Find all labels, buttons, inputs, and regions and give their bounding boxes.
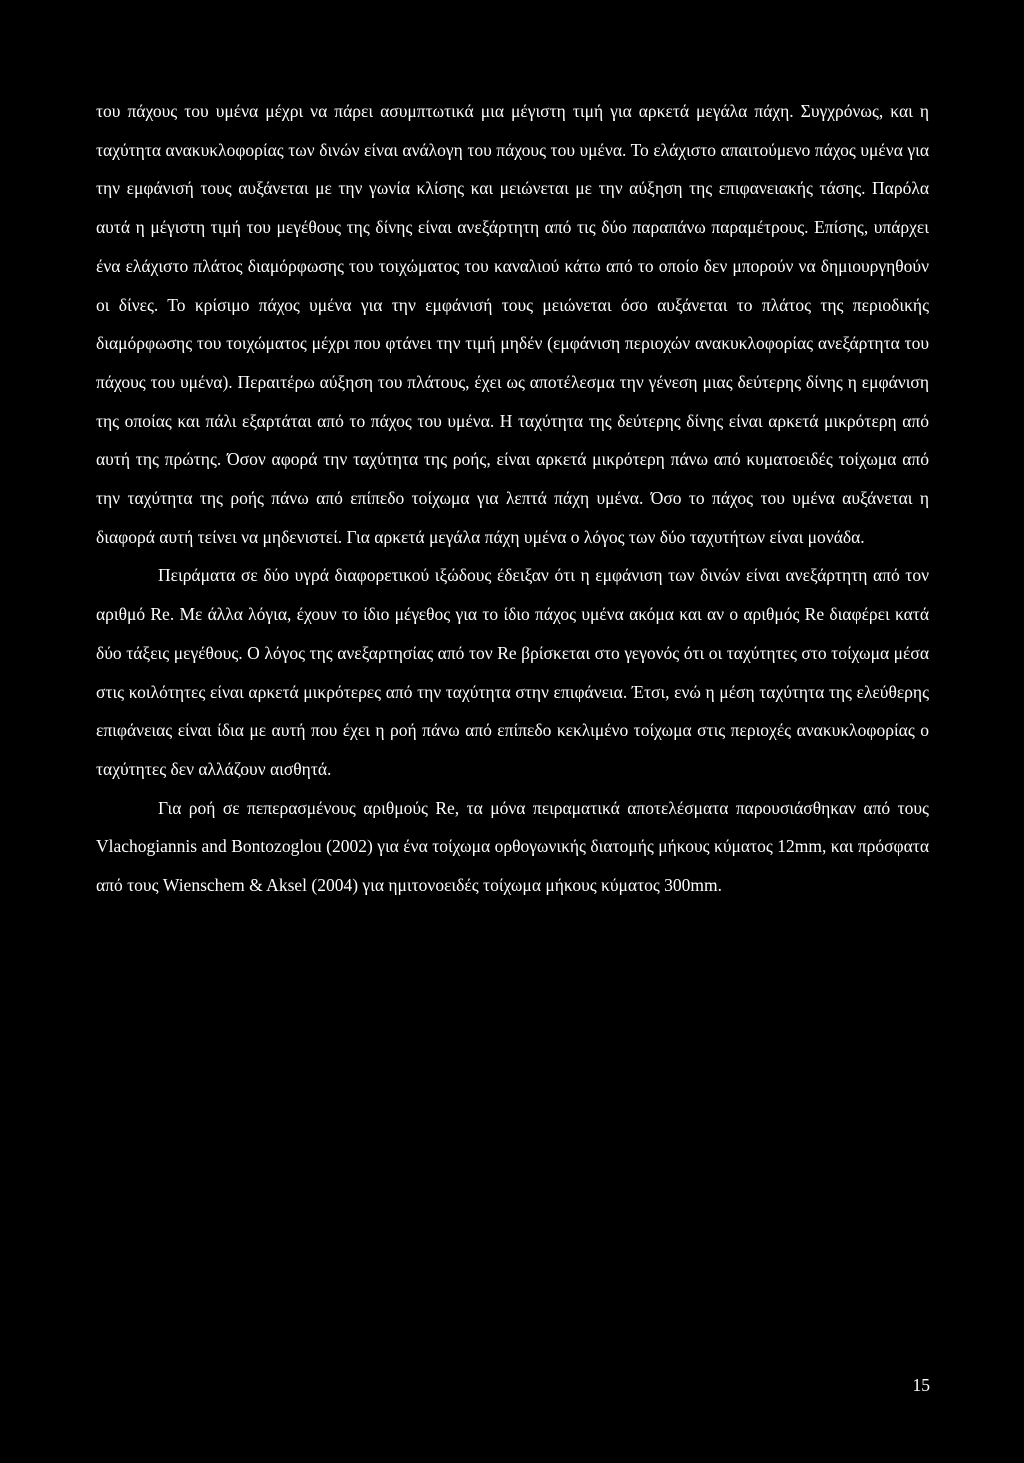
paragraph-1: του πάχους του υμένα μέχρι να πάρει ασυμπτωτικά μια μέγιστη τιμή για αρκετά μεγάλα πάχη. Συγχρόνως, και η ταχύτητα ανακυκλοφορίας των δινών είναι ανάλογη του πάχους του υμένα. Το ελάχιστο απαιτούμενο πάχος υμένα για την εμφάνισή τους αυξάνεται με την γωνία κλίσης και μειώνεται με την αύξηση της επιφανειακής τάσης. Παρόλα αυτά η μέγιστη τιμή του μεγέθους της δίνης είναι ανεξάρτητη από τις δύο παραπάνω παραμέτρους. Επίσης, υπάρχει ένα ελάχιστο πλάτος διαμόρφωσης του τοιχώματος του καναλιού κάτω από το οποίο δεν μπορούν να δημιουργηθούν οι δίνες. Το κρίσιμο πάχος υμένα για την εμφάνισή τους μειώνεται όσο αυξάνεται το πλάτος της περιοδικής διαμόρφωσης του τοιχώματος μέχρι που φτάνει την τιμή μηδέν (εμφάνιση περιοχών ανακυκλοφορίας ανεξάρτητα του πάχους του υμένα). Περαιτέρω αύξηση του πλάτους, έχει ως αποτέλεσμα την γένεση μιας δεύτερης δίνης η εμφάνιση της οποίας και πάλι εξαρτάται από το πάχος του υμένα. Η ταχύτητα της δεύτερης δίνης είναι αρκετά μικρότερη από αυτή της πρώτης. Όσον αφορά την ταχύτητα της ροής, είναι αρκετά μικρότερη πάνω από κυματοειδές τοίχωμα από την ταχύτητα της ροής πάνω από επίπεδο τοίχωμα για λεπτά πάχη υμένα. Όσο το πάχος του υμένα αυξάνεται η διαφορά αυτή τείνει να μηδενιστεί. Για αρκετά μεγάλα πάχη υμένα ο λόγος των δύο ταχυτήτων είναι μονάδα. (96, 101, 929, 547)
body-text (96, 92, 929, 905)
paragraph-2: Πειράματα σε δύο υγρά διαφορετικού ιξώδους έδειξαν ότι η εμφάνιση των δινών είναι ανεξάρτητη από τον αριθμό Re. Με άλλα λόγια, έχουν το ίδιο μέγεθος για το ίδιο πάχος υμένα ακόμα και αν ο αριθμός Re διαφέρει κατά δύο τάξεις μεγέθους. Ο λόγος της ανεξαρτησίας από τον Re βρίσκεται στο γεγονός ότι οι ταχύτητες στο τοίχωμα μέσα στις κοιλότητες είναι αρκετά μικρότερες από την ταχύτητα στην επιφάνεια. Έτσι, ενώ η μέση ταχύτητα της ελεύθερης επιφάνειας είναι ίδια με αυτή που έχει η ροή πάνω από επίπεδο κεκλιμένο τοίχωμα στις περιοχές ανακυκλοφορίας ο ταχύτητες δεν αλλάζουν αισθητά. (96, 565, 929, 779)
paragraph-3: Για ροή σε πεπερασμένους αριθμούς Re, τα μόνα πειραματικά αποτελέσματα παρουσιάσθηκαν από τους Vlachogiannis and Bontozoglou (2002) για ένα τοίχωμα ορθογωνικής διατομής μήκους κύματος 12mm, και πρόσφατα από τους Wienschem & Aksel (2004) για ημιτονοειδές τοίχωμα μήκους κύματος 300mm. (96, 797, 929, 896)
page-number: 15 (912, 1375, 930, 1395)
